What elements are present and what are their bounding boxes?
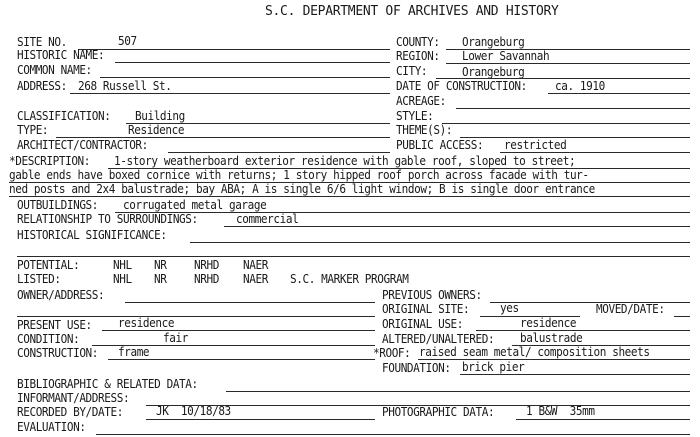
foundation-line (460, 374, 690, 375)
informant-label: INFORMANT/ADDRESS: (17, 391, 130, 405)
relationship-value[interactable]: commercial (236, 212, 299, 226)
potential-naer[interactable]: NAER (243, 258, 268, 272)
listed-nrhd[interactable]: NRHD (194, 272, 219, 286)
city-value[interactable]: Orangeburg (462, 65, 525, 79)
present-use-value[interactable]: residence (118, 316, 175, 330)
date-of-construction-label: DATE OF CONSTRUCTION: (396, 79, 527, 93)
potential-nrhd[interactable]: NRHD (194, 258, 219, 272)
original-use-label: ORIGINAL USE: (382, 317, 464, 331)
recorded-by-label: RECORDED BY/DATE: (17, 405, 123, 419)
moved-date-line (674, 316, 690, 317)
historic-name-label: HISTORIC NAME: (17, 48, 105, 62)
roof-label: *ROOF: (373, 346, 411, 360)
acreage-line (456, 108, 690, 109)
common-name-line (100, 77, 390, 78)
condition-value[interactable]: fair (163, 331, 188, 345)
recorded-by-value[interactable]: JK 10/18/83 (156, 404, 231, 418)
type-value[interactable]: Residence (128, 123, 185, 137)
owner-address-line-2 (17, 316, 375, 317)
address-label: ADDRESS: (17, 79, 67, 93)
outbuildings-label: OUTBUILDINGS: (17, 198, 99, 212)
evaluation-line (96, 434, 690, 435)
recorded-by-line (146, 419, 375, 420)
description-line-3[interactable]: ned posts and 2x4 balustrade; bay ABA; A is single 6/6 light window; B is single door entrance (9, 182, 595, 196)
classification-value[interactable]: Building (135, 109, 185, 123)
owner-address-label: OWNER/ADDRESS: (17, 288, 105, 302)
moved-date-label: MOVED/DATE: (596, 302, 665, 316)
county-value[interactable]: Orangeburg (462, 35, 525, 49)
photographic-line (516, 419, 690, 420)
region-label: REGION: (396, 49, 440, 63)
foundation-label: FOUNDATION: (382, 361, 451, 375)
themes-line (460, 137, 690, 138)
historical-significance-line (190, 242, 690, 243)
type-label: TYPE: (17, 123, 49, 137)
original-site-value[interactable]: yes (500, 301, 519, 315)
present-use-label: PRESENT USE: (17, 318, 92, 332)
region-line (446, 63, 690, 64)
architect-label: ARCHITECT/CONTRACTOR: (17, 138, 148, 152)
potential-nr[interactable]: NR (154, 258, 167, 272)
roof-line (418, 359, 690, 360)
public-access-value[interactable]: restricted (504, 138, 567, 152)
outbuildings-value[interactable]: corrugated metal garage (123, 198, 267, 212)
construction-line (108, 359, 375, 360)
bibliographic-label: BIBLIOGRAPHIC & RELATED DATA: (17, 377, 198, 391)
original-site-label: ORIGINAL SITE: (382, 302, 470, 316)
altered-value[interactable]: balustrade (520, 331, 583, 345)
form-header: S.C. DEPARTMENT OF ARCHIVES AND HISTORY (265, 4, 559, 19)
site-no-value[interactable]: 507 (118, 34, 137, 48)
original-use-line (476, 330, 690, 331)
outbuildings-line (115, 212, 690, 213)
owner-address-line (125, 302, 375, 303)
marker-program-label: S.C. MARKER PROGRAM (290, 272, 409, 286)
city-label: CITY: (396, 64, 428, 78)
themes-label: THEME(S): (396, 123, 453, 137)
acreage-label: ACREAGE: (396, 94, 446, 108)
photographic-value[interactable]: 1 B&W 35mm (526, 404, 595, 418)
photographic-label: PHOTOGRAPHIC DATA: (382, 405, 495, 419)
bibliographic-line (226, 391, 690, 392)
listed-nr[interactable]: NR (154, 272, 167, 286)
historical-significance-line-2 (17, 256, 690, 257)
potential-label: POTENTIAL: (17, 258, 80, 272)
relationship-label: RELATIONSHIP TO SURROUNDINGS: (17, 212, 198, 226)
listed-label: LISTED: (17, 272, 61, 286)
description-label: *DESCRIPTION: (9, 154, 91, 168)
site-no-label: SITE NO. (17, 35, 67, 49)
address-value[interactable]: 268 Russell St. (78, 79, 172, 93)
style-label: STYLE: (396, 109, 434, 123)
roof-value[interactable]: raised seam metal/ composition sheets (419, 345, 650, 359)
historic-name-line (115, 62, 390, 63)
evaluation-label: EVALUATION: (17, 420, 86, 434)
previous-owners-label: PREVIOUS OWNERS: (382, 288, 482, 302)
address-line (70, 93, 390, 94)
construction-value[interactable]: frame (118, 345, 150, 359)
foundation-value[interactable]: brick pier (462, 360, 525, 374)
original-use-value[interactable]: residence (520, 316, 577, 330)
relationship-line (224, 226, 690, 227)
classification-label: CLASSIFICATION: (17, 109, 111, 123)
listed-nhl[interactable]: NHL (113, 272, 132, 286)
public-access-line (500, 152, 690, 153)
site-no-line (78, 49, 390, 50)
description-rule-3 (9, 196, 690, 197)
description-line-2[interactable]: gable ends have boxed cornice with returns; 1 story hipped roof porch across facade with tur- (9, 168, 589, 182)
description-line-1[interactable]: 1-story weatherboard exterior residence with gable roof, sloped to street; (114, 154, 576, 168)
architect-line (168, 152, 390, 153)
date-of-construction-value[interactable]: ca. 1910 (555, 79, 605, 93)
listed-naer[interactable]: NAER (243, 272, 268, 286)
potential-nhl[interactable]: NHL (113, 258, 132, 272)
public-access-label: PUBLIC ACCESS: (396, 138, 484, 152)
date-of-construction-line (548, 93, 690, 94)
style-line (442, 123, 690, 124)
construction-label: CONSTRUCTION: (17, 346, 99, 360)
region-value[interactable]: Lower Savannah (462, 49, 550, 63)
condition-label: CONDITION: (17, 332, 80, 346)
altered-label: ALTERED/UNALTERED: (382, 332, 495, 346)
historical-significance-label: HISTORICAL SIGNIFICANCE: (17, 228, 167, 242)
common-name-label: COMMON NAME: (17, 63, 92, 77)
county-label: COUNTY: (396, 35, 440, 49)
present-use-line (102, 330, 375, 331)
